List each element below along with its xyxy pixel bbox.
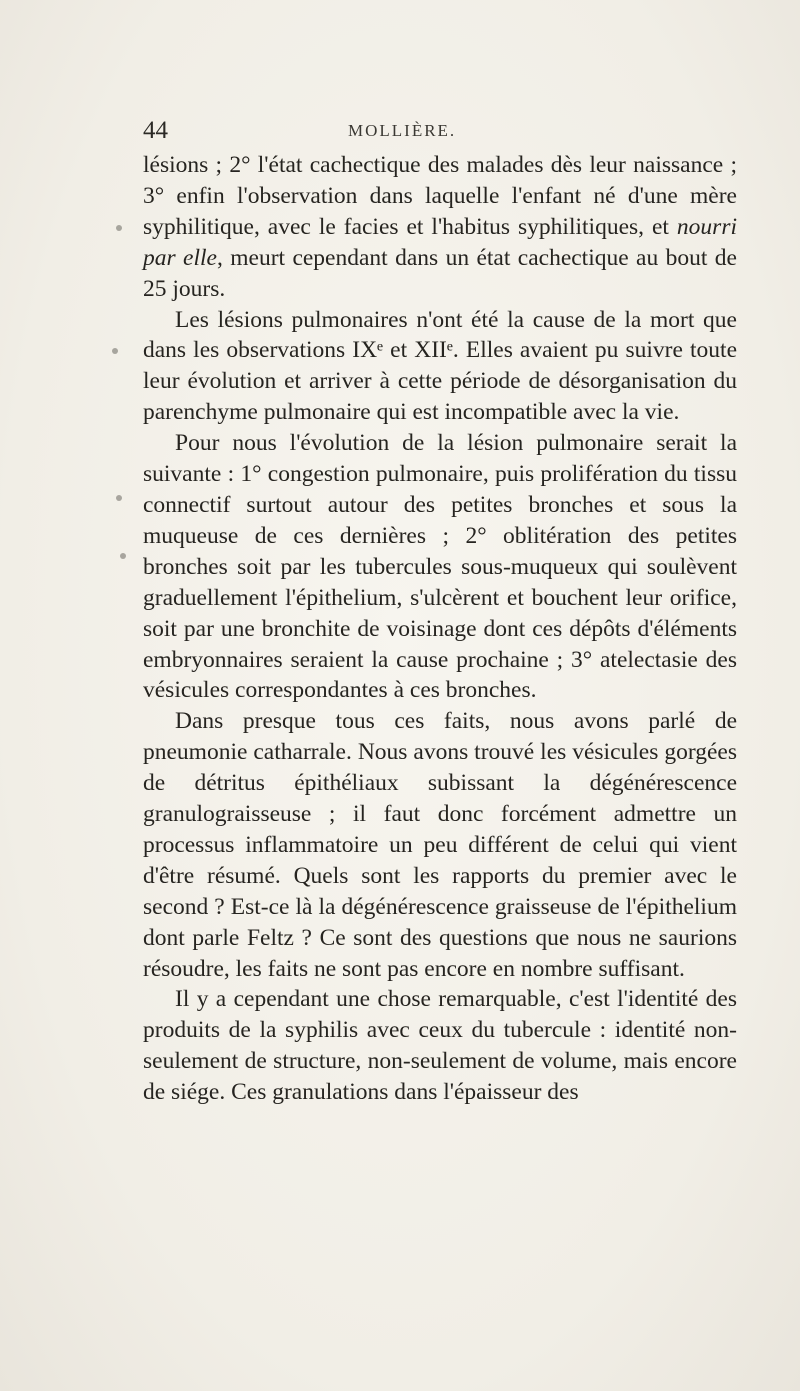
paper-speck <box>116 225 122 231</box>
paper-speck <box>116 495 122 501</box>
paragraph <box>143 706 737 984</box>
paragraph-text: Dans presque tous ces faits, nous avons parlé de pneumonie catharrale. Nous avons trouvé les vésicules gorgées de détritus épithéliaux subissant la dégénérescence granulograisseuse ; il faut donc forcément admettre un processus inflammatoire un peu différent de celui qui vient d'être résumé. Quels sont les rapports du premier avec le second ? Est-ce là la dégénérescence graisseuse de l'épithelium dont parle Feltz ? Ce sont des questions que nous ne saurions résoudre, les faits ne sont pas encore en nombre suffisant. <box>143 708 737 982</box>
paragraph-text: , meurt cependant dans un état cachectique au bout de 25 jours. <box>143 244 737 302</box>
paper-speck <box>112 348 118 354</box>
paragraph <box>143 150 737 305</box>
body-text <box>143 150 737 1108</box>
page-header <box>143 116 743 146</box>
paragraph <box>143 305 737 429</box>
page-number: 44 <box>143 117 168 144</box>
italic-text: nourri par elle <box>143 213 737 271</box>
paragraph <box>143 984 737 1108</box>
paragraph-text: Il y a cependant une chose remarquable, c'est l'identité des produits de la syphilis avec ceux du tubercule : identité non-seulement de structure, non-seulement de volume, mais encore de siége. Ces granulations dans l'épaisseur des <box>143 986 737 1106</box>
paragraph-text: Pour nous l'évolution de la lésion pulmonaire serait la suivante : 1° congestion pulmonaire, puis prolifération du tissu connectif surtout autour des petites bronches et sous la muqueuse de ces dernières ; 2° oblitération des petites bronches soit par les tubercules sous-muqueux qui soulèvent graduellement l'épithelium, s'ulcèrent et bouchent leur orifice, soit par une bronchite de voisinage dont ces dépôts d'éléments embryonnaires seraient la cause prochaine ; 3° atelectasie des vésicules correspondantes à ces bronches. <box>143 430 737 704</box>
running-head: MOLLIÈRE. <box>348 121 457 140</box>
paper-speck <box>120 553 126 559</box>
paragraph-text: Les lésions pulmonaires n'ont été la cause de la mort que dans les observations IXᵉ et XIIᵉ. Elles avaient pu suivre toute leur évolution et arriver à cette période de désorganisation du parenchyme pulmonaire qui est incompatible avec la vie. <box>143 306 737 426</box>
paragraph <box>143 428 737 706</box>
paragraph-text: lésions ; 2° l'état cachectique des malades dès leur naissance ; 3° enfin l'observation dans laquelle l'enfant né d'une mère syphilitique, avec le facies et l'habitus syphilitiques, et <box>143 152 737 240</box>
